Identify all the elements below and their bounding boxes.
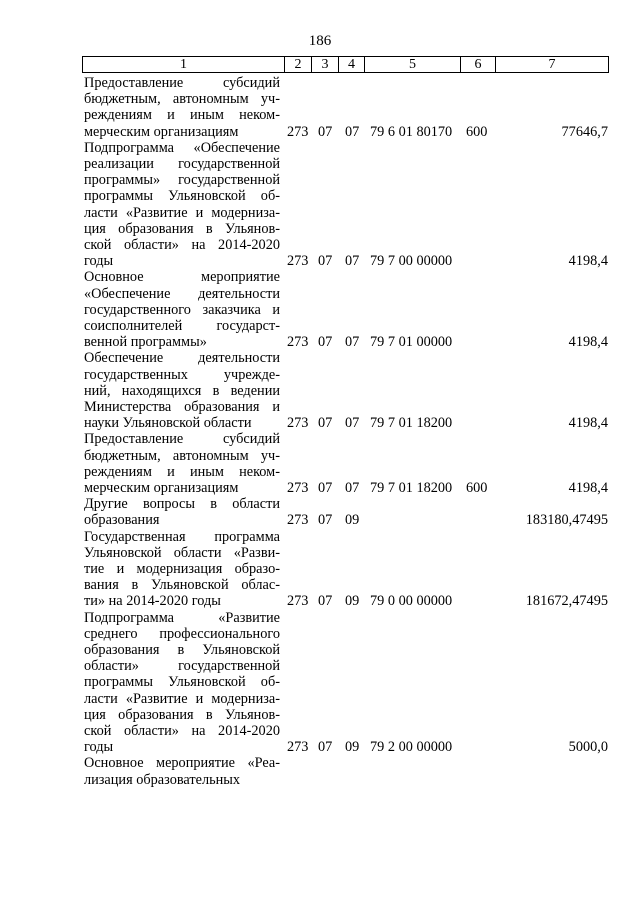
header-col-6: 6	[461, 57, 496, 72]
cell-col-7: 4198,4	[568, 334, 608, 351]
cell-col-4: 09	[345, 593, 360, 610]
description-line: реализации государственной	[84, 156, 280, 172]
description-line: ти» на 2014-2020 годы	[84, 593, 221, 610]
cell-col-5: 79 2 00 00000	[370, 739, 453, 756]
description-line: Государственная программа	[84, 528, 280, 545]
cell-col-5: 79 0 00 00000	[370, 593, 453, 610]
cell-col-5: 79 7 01 00000	[370, 334, 453, 351]
description-line: реждениям и иным неком-	[84, 107, 280, 124]
description-line: образования в Ульяновской	[84, 642, 280, 658]
description-line: программы Ульяновской об-	[84, 674, 280, 691]
description-line: Основное мероприятие	[84, 269, 280, 286]
header-col-7: 7	[548, 57, 556, 72]
cell-col-6: 600	[466, 479, 488, 496]
description-line: вания в Ульяновской облас-	[84, 577, 280, 594]
description-line: венной программы»	[84, 334, 207, 351]
description-line: программы» государственной	[84, 172, 280, 189]
header-col-4: 4	[339, 57, 365, 72]
cell-col-6: 600	[466, 123, 488, 140]
cell-col-4: 07	[345, 415, 360, 432]
description-line: ция образования в Ульянов-	[84, 220, 280, 237]
cell-col-3: 07	[318, 479, 333, 496]
description-line: годы	[84, 253, 114, 270]
table-header	[82, 56, 609, 73]
row-description	[84, 140, 280, 270]
cell-col-5: 79 7 00 00000	[370, 253, 453, 270]
description-line: Подпрограмма «Обеспечение	[84, 139, 280, 156]
header-col-3: 3	[312, 57, 339, 72]
description-line: образования	[84, 512, 160, 529]
description-line: ласти «Развитие и модерниза-	[84, 204, 280, 221]
row-description	[84, 610, 280, 756]
cell-col-4: 07	[345, 253, 360, 270]
cell-col-4: 09	[345, 739, 360, 756]
description-line: среднего профессионального	[84, 625, 280, 642]
cell-col-7: 5000,0	[568, 739, 608, 756]
description-line: лизация образовательных	[84, 771, 241, 788]
description-line: соисполнителей государст-	[84, 318, 280, 334]
description-line: Основное мероприятие «Реа-	[84, 755, 280, 772]
row-description	[84, 269, 280, 350]
cell-col-4: 07	[345, 123, 360, 140]
cell-col-3: 07	[318, 512, 333, 529]
page-number: 186	[308, 33, 332, 49]
description-line: ний, находящихся в ведении	[84, 382, 280, 399]
description-line: области» государственной	[84, 658, 280, 675]
cell-col-2: 273	[287, 512, 309, 529]
description-line: государственных учрежде-	[84, 366, 280, 383]
cell-col-2: 273	[287, 593, 309, 610]
description-line: науки Ульяновской области	[84, 415, 252, 432]
description-line: Другие вопросы в области	[84, 496, 280, 513]
cell-col-5: 79 7 01 18200	[370, 479, 453, 496]
cell-col-3: 07	[318, 253, 333, 270]
cell-col-5: 79 6 01 80170	[370, 123, 453, 140]
cell-col-5: 79 7 01 18200	[370, 415, 453, 432]
header-col-1: 1	[83, 57, 285, 72]
cell-col-2: 273	[287, 479, 309, 496]
row-description	[84, 75, 280, 140]
description-line: тие и модернизация образо-	[84, 561, 280, 577]
header-col-2: 2	[285, 57, 312, 72]
description-line: Обеспечение деятельности	[84, 350, 280, 367]
description-line: государственного заказчика и	[84, 301, 280, 318]
description-line: ласти «Развитие и модерниза-	[84, 690, 280, 707]
description-line: ской области» на 2014-2020	[84, 723, 280, 740]
header-col-5: 5	[365, 57, 461, 72]
description-line: Предоставление субсидий	[84, 431, 280, 448]
cell-col-2: 273	[287, 739, 309, 756]
row-description	[84, 496, 280, 528]
description-line: ция образования в Ульянов-	[84, 706, 280, 723]
cell-col-4: 07	[345, 334, 360, 351]
cell-col-3: 07	[318, 123, 333, 140]
cell-col-3: 07	[318, 415, 333, 432]
cell-col-2: 273	[287, 415, 309, 432]
description-line: бюджетным, автономным уч-	[84, 447, 280, 464]
description-line: Подпрограмма «Развитие	[84, 609, 280, 626]
cell-col-4: 07	[345, 479, 360, 496]
description-line: «Обеспечение деятельности	[84, 285, 280, 302]
cell-col-7: 4198,4	[568, 253, 608, 270]
description-line: Ульяновской области «Разви-	[84, 544, 280, 561]
description-line: реждениям и иным неком-	[84, 463, 280, 480]
cell-col-3: 07	[318, 593, 333, 610]
cell-col-4: 09	[345, 512, 360, 529]
row-description	[84, 431, 280, 496]
cell-col-7: 183180,47495	[525, 512, 608, 529]
cell-col-2: 273	[287, 253, 309, 270]
cell-col-3: 07	[318, 739, 333, 756]
cell-col-7: 181672,47495	[525, 593, 608, 610]
cell-col-2: 273	[287, 334, 309, 351]
cell-col-2: 273	[287, 123, 309, 140]
description-line: годы	[84, 739, 114, 756]
cell-col-7: 4198,4	[568, 479, 608, 496]
description-line: мерческим организациям	[84, 480, 239, 496]
cell-col-3: 07	[318, 334, 333, 351]
description-line: мерческим организациям	[84, 123, 239, 140]
description-line: Министерства образования и	[84, 399, 280, 415]
row-description	[84, 755, 280, 787]
description-line: бюджетным, автономным уч-	[84, 91, 280, 108]
description-line: программы Ульяновской об-	[84, 188, 280, 205]
row-description	[84, 529, 280, 610]
row-description	[84, 350, 280, 431]
description-line: Предоставление субсидий	[84, 75, 280, 91]
cell-col-7: 4198,4	[568, 415, 608, 432]
description-line: ской области» на 2014-2020	[84, 237, 280, 254]
cell-col-7: 77646,7	[561, 123, 608, 140]
